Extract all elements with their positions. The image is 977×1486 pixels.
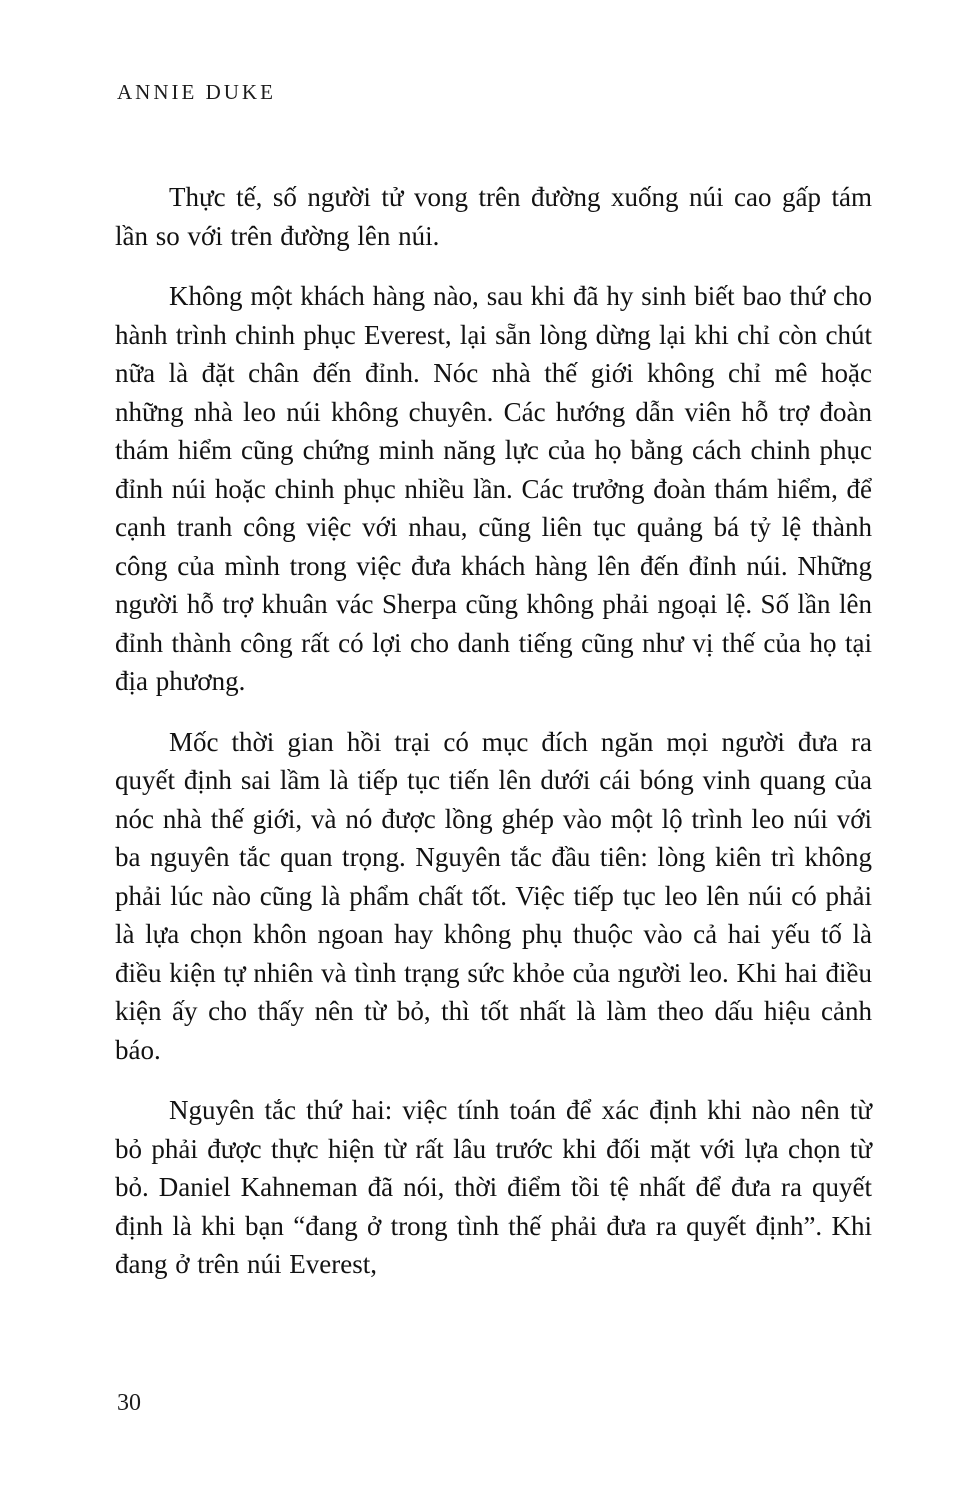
page-body bbox=[115, 178, 872, 1306]
paragraph-1: Thực tế, số người tử vong trên đường xuống núi cao gấp tám lần so với trên đường lên núi. bbox=[115, 182, 872, 251]
paragraph-2: Không một khách hàng nào, sau khi đã hy sinh biết bao thứ cho hành trình chinh phục Everest, lại sẵn lòng dừng lại khi chỉ còn chút nữa là đặt chân đến đỉnh. Nóc nhà thế giới không chỉ mê hoặc những nhà leo núi không chuyên. Các hướng dẫn viên hỗ trợ đoàn thám hiểm cũng chứng minh năng lực của họ bằng cách chinh phục đỉnh núi hoặc chinh phục nhiều lần. Các trưởng đoàn thám hiểm, để cạnh tranh công việc với nhau, cũng liên tục quảng bá tỷ lệ thành công của mình trong việc đưa khách hàng lên đến đỉnh núi. Những người hỗ trợ khuân vác Sherpa cũng không phải ngoại lệ. Số lần lên đỉnh thành công rất có lợi cho danh tiếng cũng như vị thế của họ tại địa phương. bbox=[115, 281, 872, 696]
page-number: 30 bbox=[117, 1390, 141, 1416]
paragraph-4: Nguyên tắc thứ hai: việc tính toán để xác định khi nào nên từ bỏ phải được thực hiện từ rất lâu trước khi đối mặt với lựa chọn từ bỏ. Daniel Kahneman đã nói, thời điểm tồi tệ nhất để đưa ra quyết định là khi bạn “đang ở trong tình thế phải đưa ra quyết định”. Khi đang ở trên núi Everest, bbox=[115, 1095, 872, 1279]
running-header: ANNIE DUKE bbox=[117, 80, 276, 104]
paragraph-3: Mốc thời gian hồi trại có mục đích ngăn mọi người đưa ra quyết định sai lầm là tiếp tục tiến lên dưới cái bóng vinh quang của nóc nhà thế giới, và nó được lồng ghép vào một lộ trình leo núi với ba nguyên tắc quan trọng. Nguyên tắc đầu tiên: lòng kiên trì không phải lúc nào cũng là phẩm chất tốt. Việc tiếp tục leo lên núi có phải là lựa chọn khôn ngoan hay không phụ thuộc vào cả hai yếu tố là điều kiện tự nhiên và tình trạng sức khỏe của người leo. Khi hai điều kiện ấy cho thấy nên từ bỏ, thì tốt nhất là làm theo dấu hiệu cảnh báo. bbox=[115, 726, 872, 1065]
